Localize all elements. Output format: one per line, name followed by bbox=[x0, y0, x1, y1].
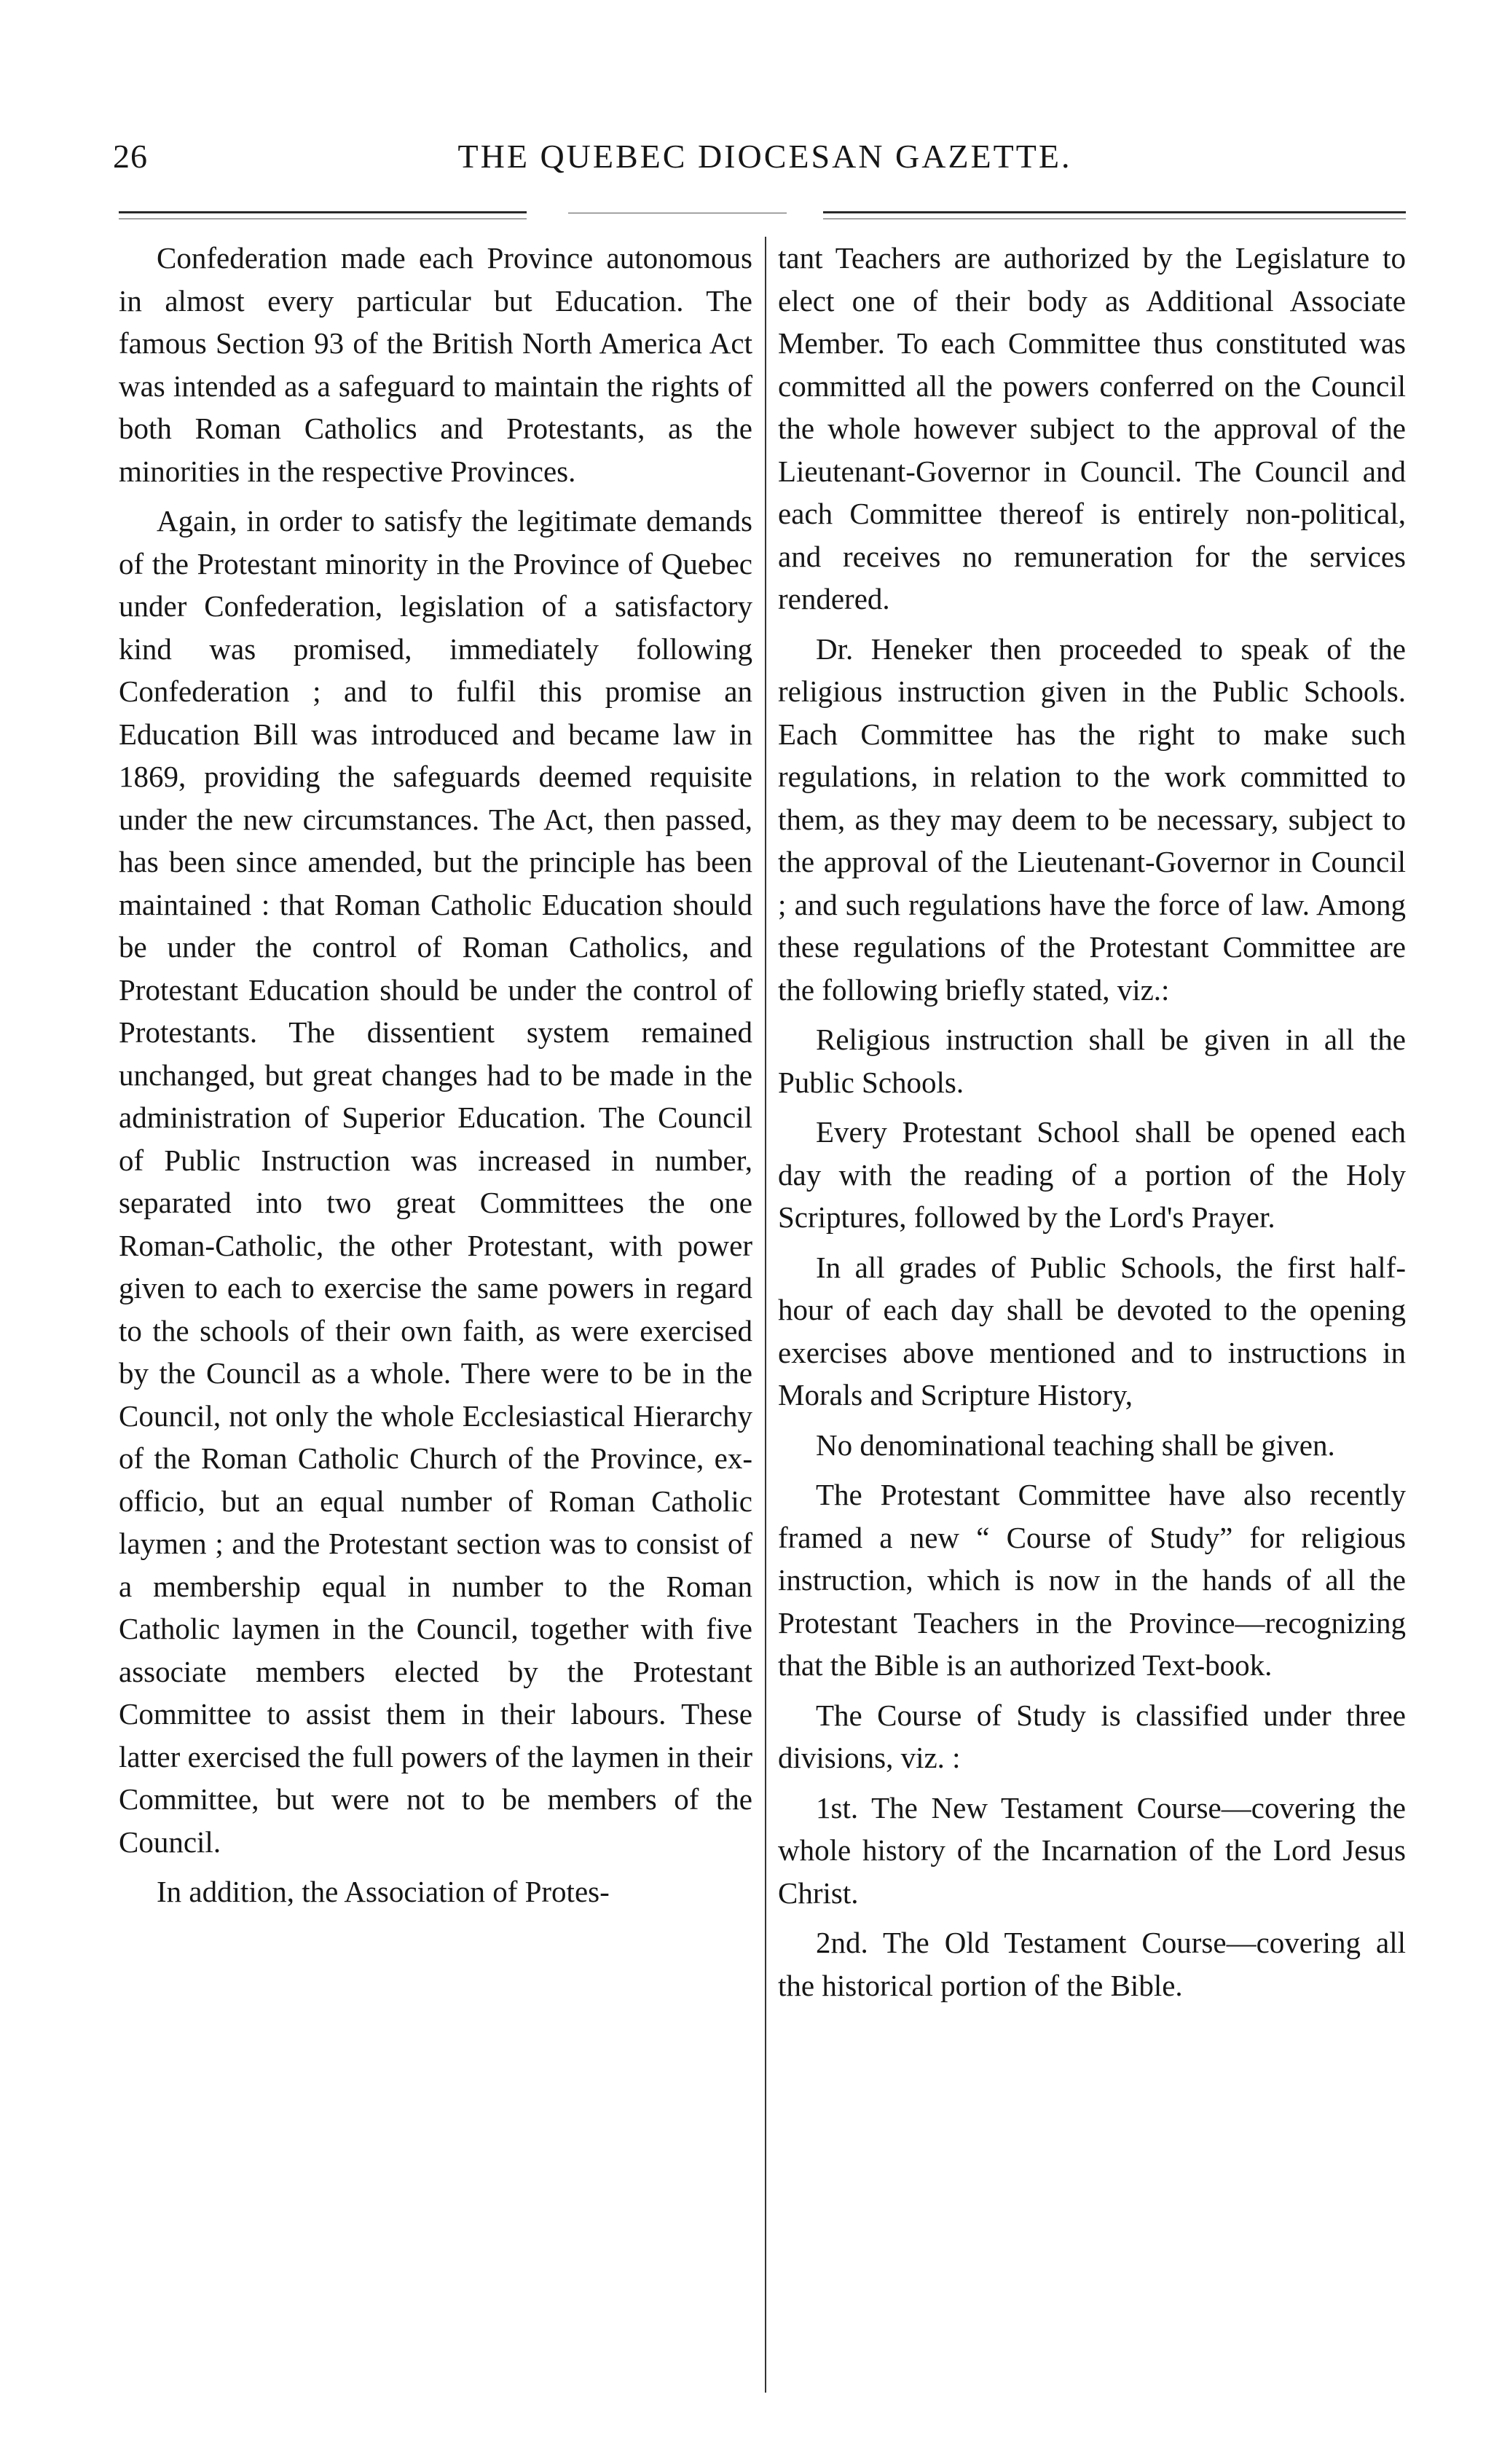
column-divider bbox=[765, 237, 766, 2393]
paragraph: 2nd. The Old Testament Course—covering all the historical portion of the Bible. bbox=[778, 1926, 1406, 2002]
paragraph: Dr. Heneker then proceeded to speak of the religious instruction given in the Public Schools. Each Committee has the right to make such regulations, in relation to the work committed to them, as they may deem to be necessary, subject to the approval of the Lieutenant-Governor in Council ; and such regulations have the force of law. Among these regulations of the Protestant Committee are the following briefly stated, viz.: bbox=[778, 631, 1406, 1007]
paragraph: In addition, the Association of Protes- bbox=[157, 1875, 610, 1908]
paragraph: The Course of Study is classified under three divisions, viz. : bbox=[778, 1698, 1406, 1774]
paragraph: In all grades of Public Schools, the first half-hour of each day shall be devoted to the opening exercises above mentioned and to instructions in Morals and Scripture History, bbox=[778, 1250, 1406, 1412]
page-number: 26 bbox=[113, 138, 148, 175]
paragraph: Every Protestant School shall be opened each day with the reading of a portion of the Holy Scriptures, followed by the Lord's Prayer. bbox=[778, 1115, 1406, 1234]
left-column bbox=[119, 237, 752, 1921]
paragraph: 1st. The New Testament Course—covering the whole history of the Incarnation of the Lord Jesus Christ. bbox=[778, 1790, 1406, 1910]
continued-paragraph: tant Teachers are authorized by the Legislature to elect one of their body as Additional Associate Member. To each Committee thus constituted was committed all the powers conferred on the Council the whole however subject to the approval of the Lieutenant-Governor in Council. The Council and each Committee thereof is entirely non-political, and receives no remuneration for the services rendered. bbox=[778, 241, 1406, 615]
header-rule-left bbox=[119, 211, 527, 213]
page-header bbox=[113, 137, 1417, 195]
paragraph: No denominational teaching shall be given. bbox=[816, 1428, 1335, 1462]
running-title: THE QUEBEC DIOCESAN GAZETTE. bbox=[457, 138, 1072, 175]
header-rule-right bbox=[823, 211, 1406, 213]
paragraph: Confederation made each Province autonomous in almost every particular but Education. The famous Section 93 of the British North America Act was intended as a safeguard to maintain the rights of both Roman Catholics and Protestants, as the minorities in the respective Provinces. bbox=[119, 241, 752, 488]
paragraph: Religious instruction shall be given in all the Public Schools. bbox=[778, 1023, 1406, 1099]
paragraph: The Protestant Committee have also recently framed a new “ Course of Study” for religious instruction, which is now in the hands of all the Protestant Teachers in the Province—recognizing that the Bible is an authorized Text-book. bbox=[778, 1478, 1406, 1682]
right-column bbox=[778, 237, 1406, 2014]
paragraph: Again, in order to satisfy the legitimate demands of the Protestant minority in the Province of Quebec under Confederation, legislation of a satisfactory kind was promised, immediately following Confederation ; and to fulfil this promise an Education Bill was introduced and became law in 1869, providing the safeguards deemed requisite under the new circumstances. The Act, then passed, has been since amended, but the principle has been maintained : that Roman Catholic Education should be under the control of Roman Catholics, and Protestant Education should be under the control of Protestants. The dissentient system remained unchanged, but great changes had to be made in the administration of Superior Education. The Council of Public Instruction was increased in number, separated into two great Committees the one Roman-Catholic, the other Protestant, with power given to each to exercise the same powers in regard to the schools of their own faith, as were exercised by the Council as a whole. There were to be in the Council, not only the whole Ecclesiastical Hierarchy of the Roman Catholic Church of the Province, ex-officio, but an equal number of Roman Catholic laymen ; and the Protestant section was to consist of a membership equal in number to the Roman Catholic laymen in the Council, together with five associate members elected by the Protestant Committee to assist them in their labours. These latter exercised the full powers of the laymen in their Committee, but were not to be members of the Council. bbox=[119, 504, 752, 1859]
